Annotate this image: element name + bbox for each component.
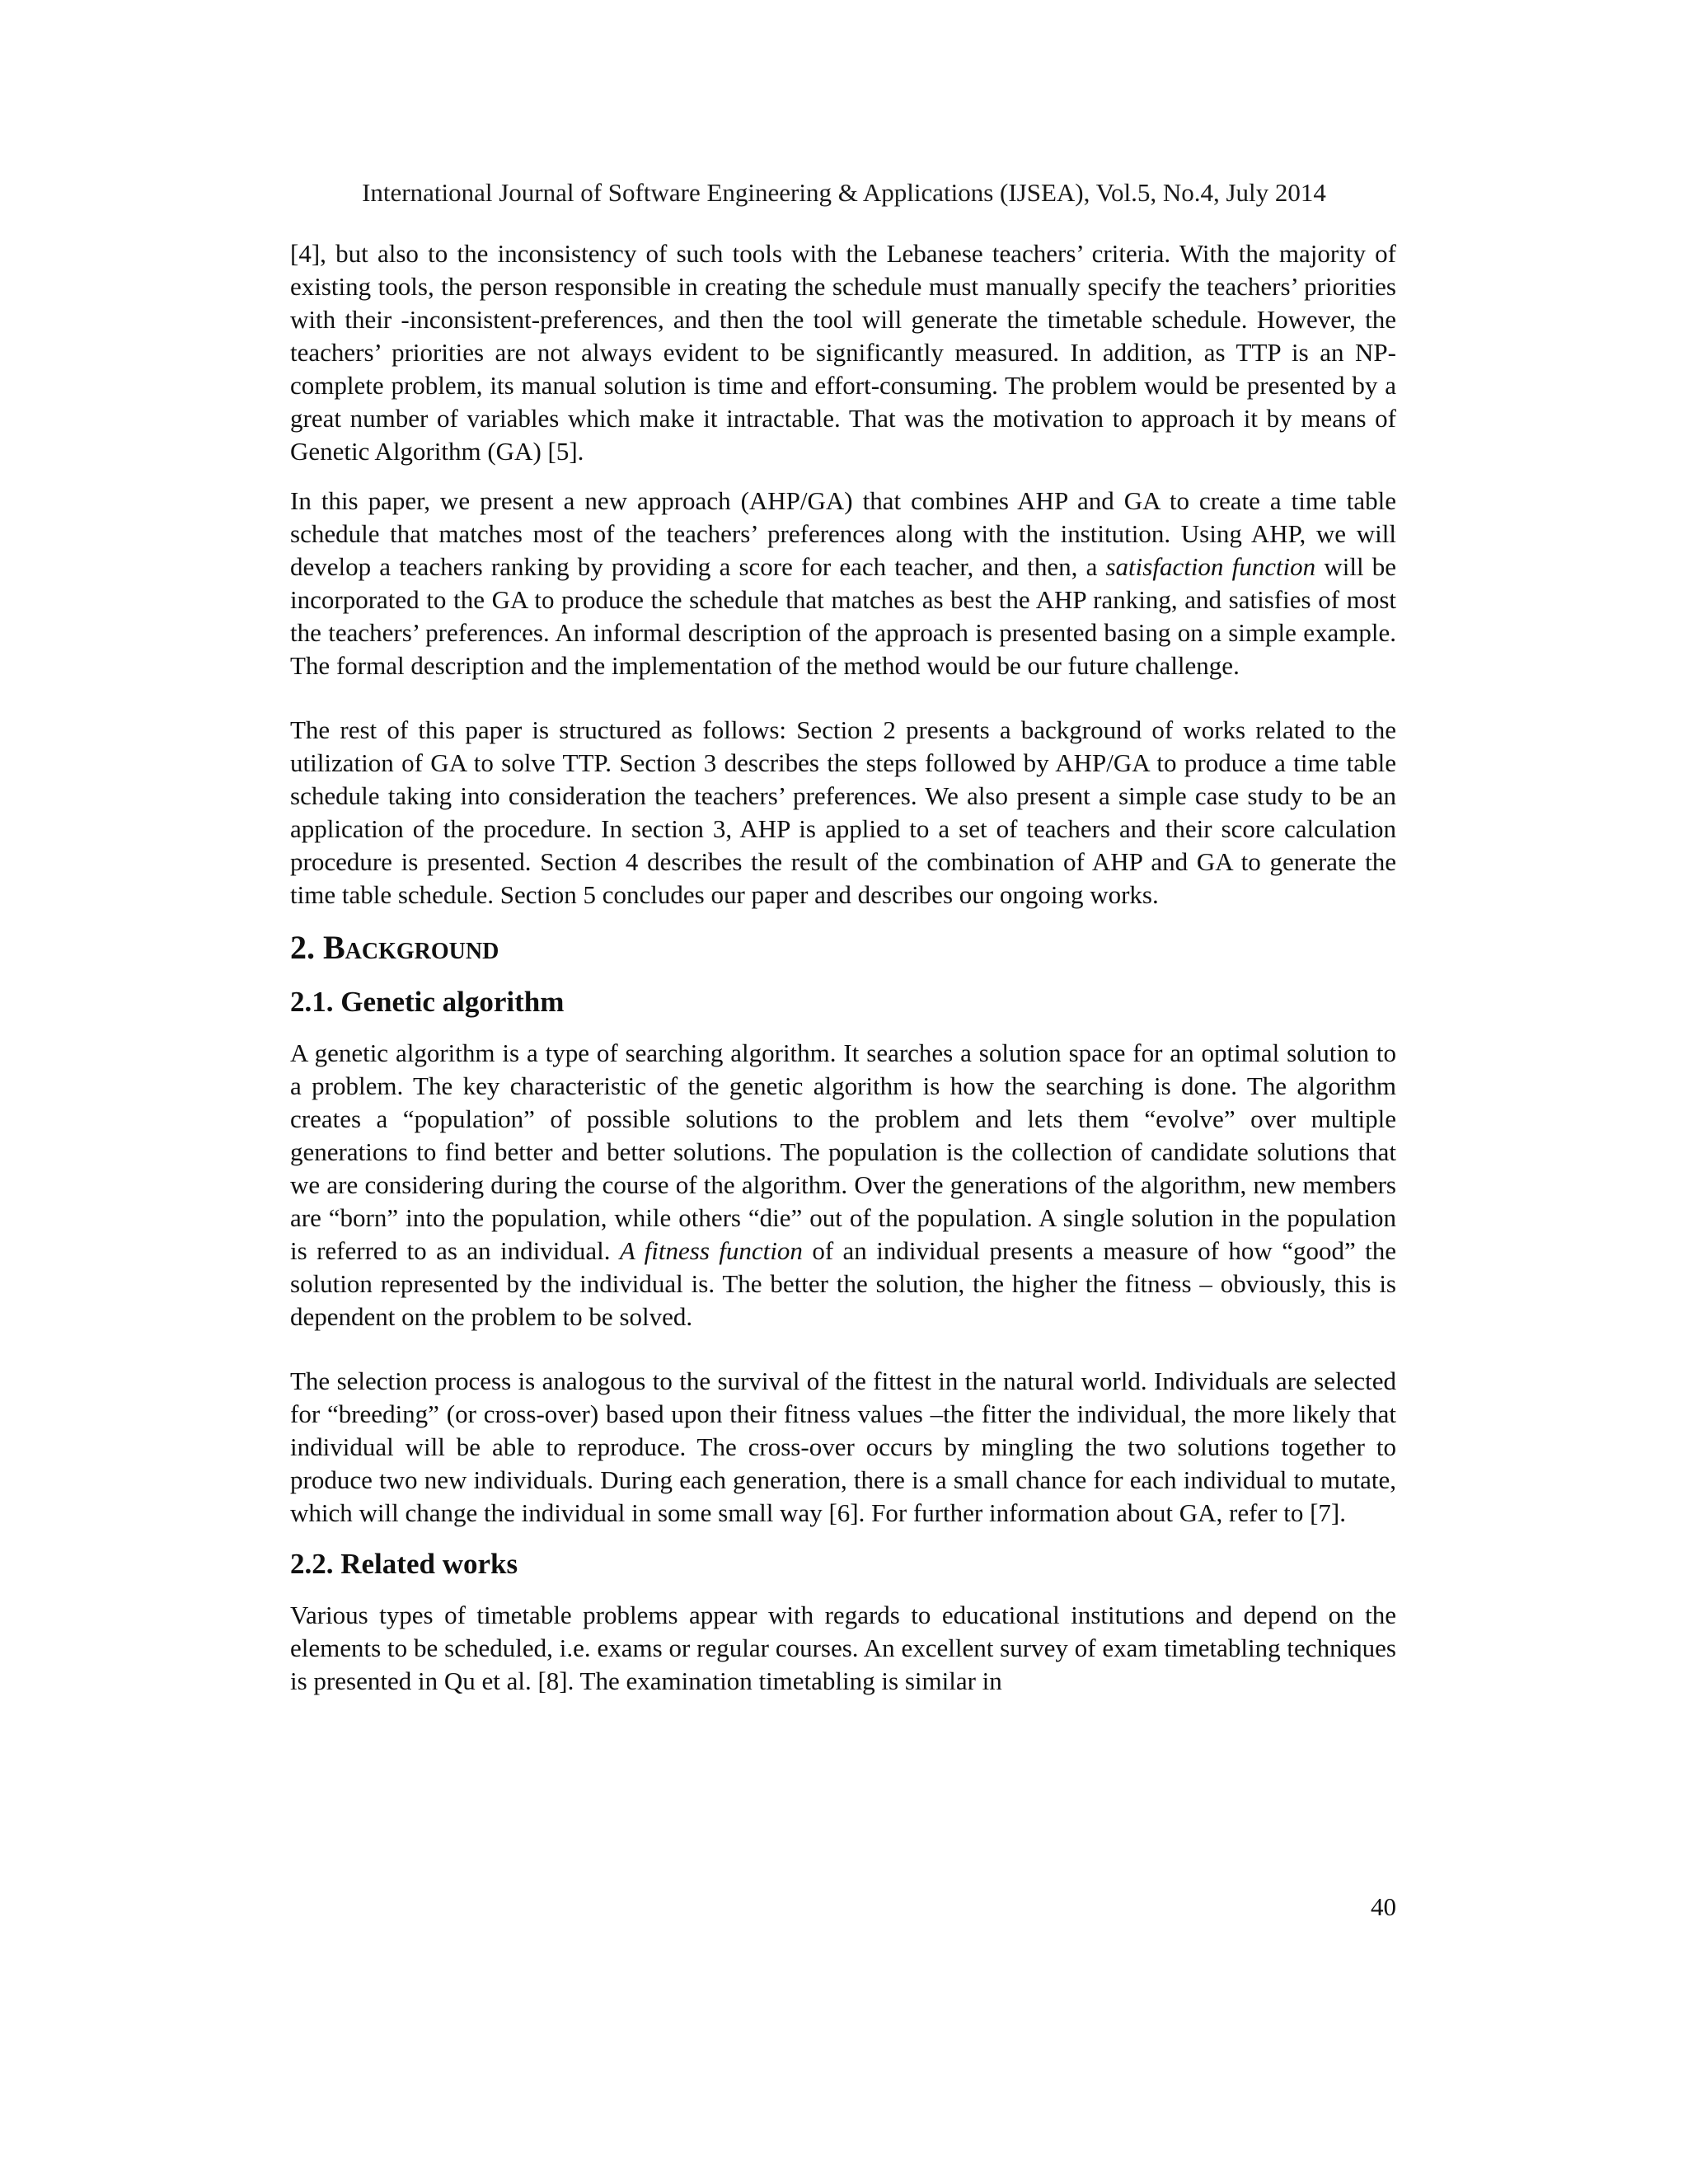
subsection-heading-related-works: 2.2. Related works [290,1548,518,1580]
page-body [290,237,1396,1698]
section-heading-background [290,928,1396,968]
paragraph-structure: The rest of this paper is structured as follows: Section 2 presents a background of works related to the utilization of GA to solve TTP. Section 3 describes the steps followed by AHP/GA to produce a time table schedule taking into consideration the teachers’ preferences. We also present a simple case study to be an application of the procedure. In section 3, AHP is applied to a set of teachers and their score calculation procedure is presented. Section 4 describes the result of the combination of AHP and GA to generate the time table schedule. Section 5 concludes our paper and describes our ongoing works. [290,715,1396,909]
satisfaction-function-term: satisfaction function [1105,552,1316,581]
paragraph-genetic-algorithm [290,1037,1396,1333]
paragraph-ga-text-b: of an individual presents a measure of how “good” the solution represented by the individual is. The better the solution, the higher the fitness – obviously, this is dependent on the problem to be solved. [290,1236,1397,1331]
paragraph-intro-continuation: [4], but also to the inconsistency of such tools with the Lebanese teachers’ criteria. With the majority of existing tools, the person responsible in creating the schedule must manually specify the teachers’ priorities with their -inconsistent-preferences, and then the tool will generate the timetable schedule. However, the teachers’ priorities are not always evident to be significantly measured. In addition, as TTP is an NP-complete problem, its manual solution is time and effort-consuming. The problem would be presented by a great number of variables which make it intractable. That was the motivation to approach it by means of Genetic Algorithm (GA) [5]. [290,239,1396,466]
section-number: 2. [290,929,323,966]
paragraph-selection: The selection process is analogous to the survival of the fittest in the natural world. Individuals are selected for “breeding” (or cross-over) based upon their fitness values –the fitter the individual, the more likely that individual will be able to reproduce. The cross-over occurs by mingling the two solutions together to produce two new individuals. During each generation, there is a small chance for each individual to mutate, which will change the individual in some small way [6]. For further information about GA, refer to [7]. [290,1366,1396,1527]
paragraph-approach [290,485,1396,682]
paragraph-related-works: Various types of timetable problems appear with regards to educational institutions and depend on the elements to be scheduled, i.e. exams or regular courses. An excellent survey of exam timetabling techniques is presented in Qu et al. [8]. The examination timetabling is similar in [290,1601,1396,1695]
page-number: 40 [1371,1892,1396,1921]
paragraph-approach-text-b: will be incorporated to the GA to produce the schedule that matches as best the AHP ranking, and satisfies of most the teachers’ preferences. An informal description of the approach is presented basing on a simple example. The formal description and the implementation of the method would be our future challenge. [290,552,1396,680]
fitness-function-term: A fitness function [619,1236,803,1265]
running-header: International Journal of Software Engineering & Applications (IJSEA), Vol.5, No.4, July 2014 [362,178,1326,207]
paragraph-approach-text-a: In this paper, we present a new approach (AHP/GA) that combines AHP and GA to create a time table schedule that matches most of the teachers’ preferences along with the institution. Using AHP, we will develop a teachers ranking by providing a score for each teacher, and then, a [290,486,1396,581]
subsection-heading-genetic-algorithm: 2.1. Genetic algorithm [290,986,565,1018]
paragraph-ga-text-a: A genetic algorithm is a type of searching algorithm. It searches a solution space for an optimal solution to a problem. The key characteristic of the genetic algorithm is how the searching is done. The algorithm creates a “population” of possible solutions to the problem and lets them “evolve” over multiple generations to find better and better solutions. The population is the collection of candidate solutions that we are considering during the course of the algorithm. Over the generations of the algorithm, new members are “born” into the population, while others “die” out of the population. A single solution in the population is referred to as an individual. [290,1038,1396,1265]
section-title: Background [323,929,499,966]
